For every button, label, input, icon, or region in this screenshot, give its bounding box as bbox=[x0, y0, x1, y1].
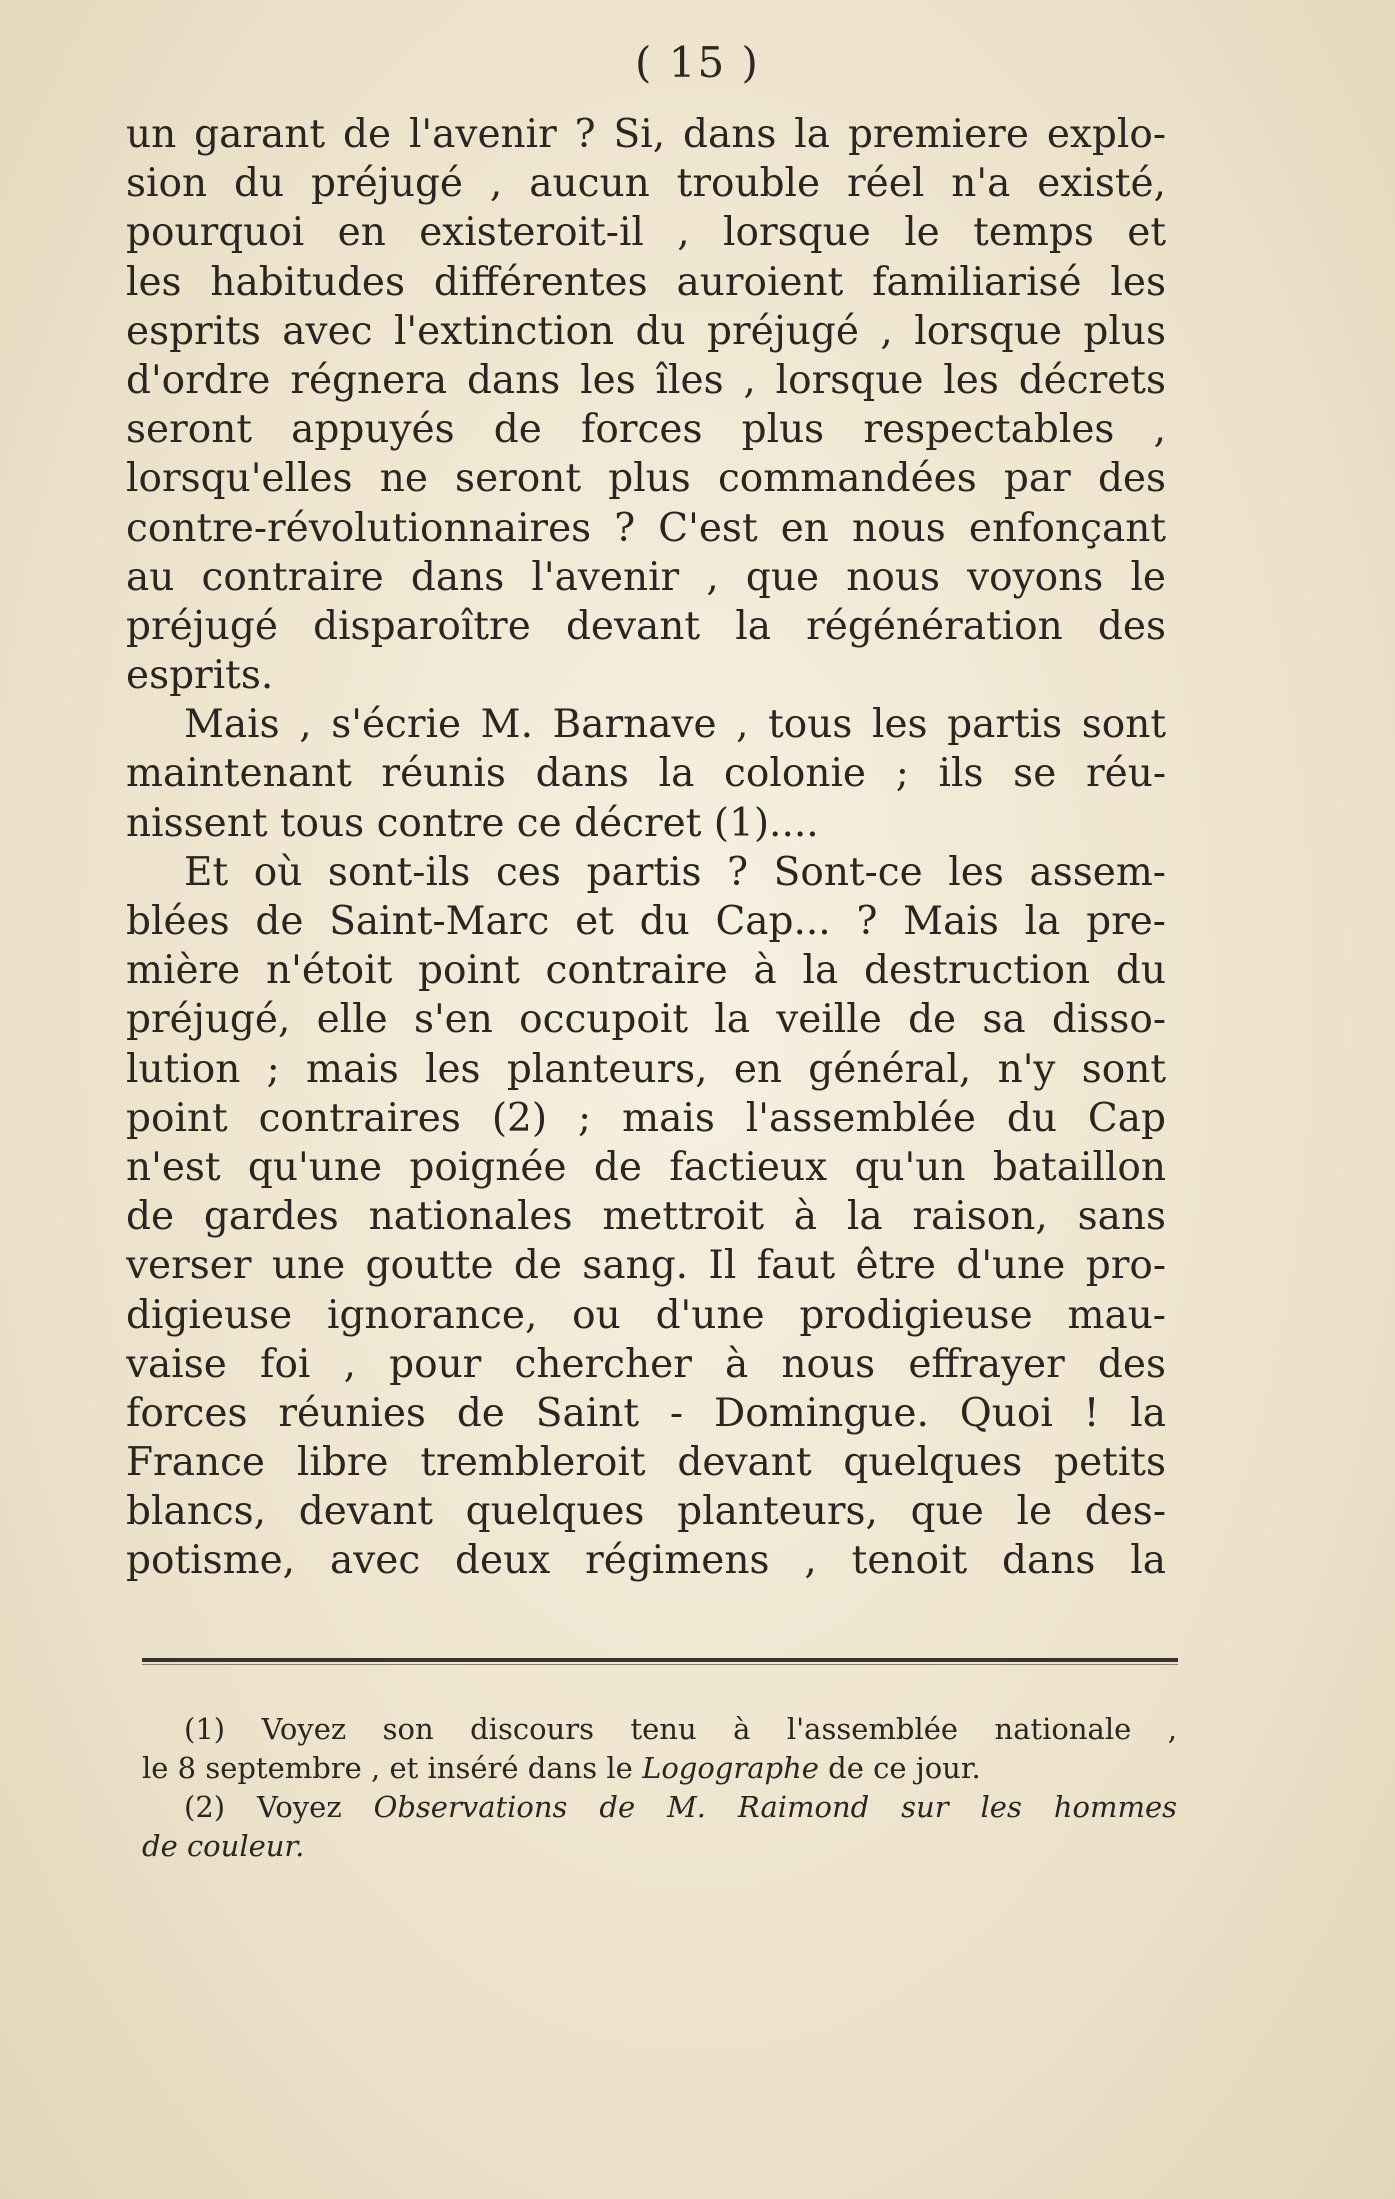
body-line: lution ; mais les planteurs, en général, n'y sont bbox=[126, 1046, 1166, 1092]
body-line: blées de Saint-Marc et du Cap... ? Mais la pre- bbox=[126, 899, 1166, 944]
body-line: sion du préjugé , aucun trouble réel n'a existé, bbox=[126, 161, 1166, 207]
footnotes bbox=[142, 1710, 1177, 1866]
body-line: maintenant réunis dans la colonie ; ils se réu- bbox=[126, 751, 1166, 797]
footnote-text: le 8 septembre , et inséré dans le bbox=[142, 1751, 643, 1785]
body-line: pourquoi en existeroit-il , lorsque le temps et bbox=[126, 210, 1166, 256]
footnote-text: de ce jour. bbox=[818, 1751, 981, 1785]
body-line: lorsqu'elles ne seront plus commandées par des bbox=[126, 456, 1166, 502]
footnote-rule-thin bbox=[142, 1664, 1178, 1665]
footnote-italic-title: Logographe bbox=[642, 1751, 819, 1785]
body-line: forces réunies de Saint - Domingue. Quoi ! la bbox=[126, 1390, 1166, 1436]
body-line: esprits. bbox=[126, 653, 274, 699]
body-line: d'ordre régnera dans les îles , lorsque les décrets bbox=[126, 357, 1166, 403]
body-line: préjugé disparoître devant la régénération des bbox=[126, 603, 1166, 649]
body-line: seront appuyés de forces plus respectables , bbox=[126, 407, 1166, 453]
page-number: ( 15 ) bbox=[635, 38, 760, 87]
body-line: potisme, avec deux régimens , tenoit dans la bbox=[126, 1538, 1166, 1584]
body-line: vaise foi , pour chercher à nous effrayer des bbox=[126, 1341, 1166, 1387]
body-text bbox=[126, 110, 1166, 1586]
footnote-italic-title: Observations de M. Raimond sur les hommes bbox=[373, 1790, 1177, 1824]
body-line: verser une goutte de sang. Il faut être d'une pro- bbox=[126, 1243, 1166, 1289]
body-line: mière n'étoit point contraire à la destruction du bbox=[126, 948, 1166, 994]
body-line: Et où sont-ils ces partis ? Sont-ce les assem- bbox=[184, 849, 1166, 895]
body-line: nissent tous contre ce décret (1).... bbox=[126, 800, 819, 846]
footnote-2-line bbox=[142, 1827, 1177, 1866]
body-line: un garant de l'avenir ? Si, dans la premiere explo- bbox=[126, 112, 1166, 157]
footnote-1-line: (1) Voyez son discours tenu à l'assemblée nationale , bbox=[184, 1712, 1177, 1746]
body-line: contre-révolutionnaires ? C'est en nous enfonçant bbox=[126, 505, 1166, 551]
body-line: point contraires (2) ; mais l'assemblée du Cap bbox=[126, 1095, 1166, 1141]
footnote-text: (2) Voyez bbox=[184, 1790, 374, 1824]
body-line: au contraire dans l'avenir , que nous voyons le bbox=[126, 554, 1166, 600]
footnote-1-line bbox=[142, 1749, 1177, 1788]
body-line: Mais , s'écrie M. Barnave , tous les partis sont bbox=[184, 702, 1166, 748]
body-line: n'est qu'une poignée de factieux qu'un bataillon bbox=[126, 1144, 1166, 1190]
footnote-2-line bbox=[142, 1788, 1177, 1827]
body-line: digieuse ignorance, ou d'une prodigieuse mau- bbox=[126, 1292, 1166, 1338]
body-line: France libre trembleroit devant quelques petits bbox=[126, 1440, 1166, 1486]
body-line: blancs, devant quelques planteurs, que le des- bbox=[126, 1489, 1166, 1535]
footnote-italic-title: de couleur. bbox=[142, 1829, 305, 1863]
body-line: les habitudes différentes auroient familiarisé les bbox=[126, 259, 1166, 305]
footnote-rule bbox=[142, 1658, 1178, 1662]
body-line: esprits avec l'extinction du préjugé , lorsque plus bbox=[126, 308, 1166, 354]
body-line: de gardes nationales mettroit à la raison, sans bbox=[126, 1194, 1166, 1240]
body-line: préjugé, elle s'en occupoit la veille de sa disso- bbox=[126, 997, 1166, 1043]
